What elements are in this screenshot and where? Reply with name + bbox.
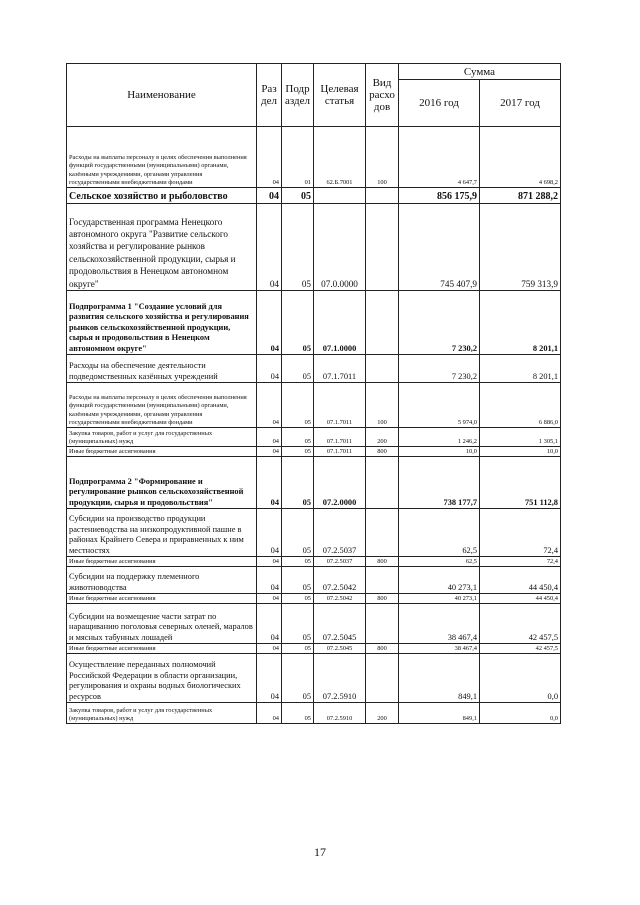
row-name: Субсидии на поддержку племенного животноводства <box>67 567 257 594</box>
row-2017: 44 450,4 <box>480 594 561 604</box>
table-row <box>67 594 561 604</box>
row-2016: 7 230,2 <box>399 355 480 383</box>
row-2017: 72,4 <box>480 509 561 557</box>
row-name: Подпрограмма 2 "Формирование и регулирование рынков сельскохозяйственной продукции, сырья и продовольствия" <box>67 457 257 509</box>
row-target: 07.1.7011 <box>314 447 366 457</box>
table-row <box>67 509 561 557</box>
row-section: 04 <box>257 557 282 567</box>
row-section: 04 <box>257 509 282 557</box>
table-row <box>67 557 561 567</box>
header-2016: 2016 год <box>399 80 480 127</box>
row-target: 07.2.5045 <box>314 644 366 654</box>
page-number: 17 <box>314 845 326 859</box>
row-type <box>366 604 399 644</box>
row-subsection: 05 <box>282 355 314 383</box>
row-name: Подпрограмма 1 "Создание условий для развития сельского хозяйства и регулирования рынков сельскохозяйственной продукции, сырья и продовольствия в Ненецком автономном округе" <box>67 291 257 355</box>
header-sum: Сумма <box>399 64 561 80</box>
row-2017: 1 305,1 <box>480 428 561 447</box>
row-target: 07.2.5045 <box>314 604 366 644</box>
row-type: 800 <box>366 644 399 654</box>
row-type: 800 <box>366 557 399 567</box>
row-2017: 42 457,5 <box>480 644 561 654</box>
row-2016: 62,5 <box>399 509 480 557</box>
row-section: 04 <box>257 594 282 604</box>
row-section: 04 <box>257 447 282 457</box>
row-section: 04 <box>257 291 282 355</box>
row-2017: 10,0 <box>480 447 561 457</box>
header-name: Наименование <box>67 64 257 127</box>
row-2016: 4 647,7 <box>399 127 480 188</box>
row-2016: 738 177,7 <box>399 457 480 509</box>
row-name: Осуществление переданных полномочий Российской Федерации в области организации, регулирования и охраны водных биологических ресурсов <box>67 654 257 703</box>
row-type: 100 <box>366 383 399 428</box>
row-name: Субсидии на возмещение части затрат по наращиванию поголовья северных оленей, маралов и мясных табунных лошадей <box>67 604 257 644</box>
row-2017: 42 457,5 <box>480 604 561 644</box>
row-section: 04 <box>257 355 282 383</box>
row-subsection: 05 <box>282 447 314 457</box>
row-2017: 4 698,2 <box>480 127 561 188</box>
row-section: 04 <box>257 644 282 654</box>
row-2016: 1 246,2 <box>399 428 480 447</box>
row-2017: 751 112,8 <box>480 457 561 509</box>
row-type <box>366 204 399 291</box>
row-2016: 38 467,4 <box>399 604 480 644</box>
row-2017: 44 450,4 <box>480 567 561 594</box>
row-section: 04 <box>257 457 282 509</box>
row-2017: 8 201,1 <box>480 291 561 355</box>
row-name: Иные бюджетные ассигнования <box>67 447 257 457</box>
row-section: 04 <box>257 654 282 703</box>
row-section: 04 <box>257 383 282 428</box>
row-2017: 0,0 <box>480 703 561 724</box>
row-target: 07.2.0000 <box>314 457 366 509</box>
row-2016: 62,5 <box>399 557 480 567</box>
row-target: 07.2.5910 <box>314 703 366 724</box>
budget-table <box>66 63 561 724</box>
row-target: 07.2.5042 <box>314 594 366 604</box>
row-subsection: 05 <box>282 644 314 654</box>
row-section: 04 <box>257 127 282 188</box>
table-row <box>67 355 561 383</box>
row-name: Иные бюджетные ассигнования <box>67 594 257 604</box>
row-subsection: 05 <box>282 557 314 567</box>
row-2016: 40 273,1 <box>399 594 480 604</box>
table-row <box>67 447 561 457</box>
header-target: Целевая статья <box>314 64 366 127</box>
table-row <box>67 204 561 291</box>
row-2016: 10,0 <box>399 447 480 457</box>
header-subsection: Подр аздел <box>282 64 314 127</box>
row-type <box>366 654 399 703</box>
row-subsection: 05 <box>282 428 314 447</box>
row-2017: 759 313,9 <box>480 204 561 291</box>
row-target: 07.2.5037 <box>314 557 366 567</box>
table-row <box>67 383 561 428</box>
row-subsection: 01 <box>282 127 314 188</box>
row-type <box>366 509 399 557</box>
row-type <box>366 567 399 594</box>
row-subsection: 05 <box>282 457 314 509</box>
row-2016: 40 273,1 <box>399 567 480 594</box>
row-target: 07.2.5037 <box>314 509 366 557</box>
row-2016: 849,1 <box>399 703 480 724</box>
row-2016: 38 467,4 <box>399 644 480 654</box>
table-row <box>67 457 561 509</box>
row-2017: 0,0 <box>480 654 561 703</box>
row-subsection: 05 <box>282 703 314 724</box>
row-name: Расходы на обеспечение деятельности подведомственных казённых учреждений <box>67 355 257 383</box>
header-type: Вид расхо дов <box>366 64 399 127</box>
row-subsection: 05 <box>282 204 314 291</box>
header-section: Раз дел <box>257 64 282 127</box>
row-name: Иные бюджетные ассигнования <box>67 557 257 567</box>
row-subsection: 05 <box>282 383 314 428</box>
row-type <box>366 291 399 355</box>
row-subsection: 05 <box>282 188 314 204</box>
row-target: 62.Б.7001 <box>314 127 366 188</box>
row-section: 04 <box>257 428 282 447</box>
row-type <box>366 457 399 509</box>
table-row <box>67 188 561 204</box>
row-target: 07.0.0000 <box>314 204 366 291</box>
row-target: 07.1.7011 <box>314 428 366 447</box>
table-row <box>67 654 561 703</box>
row-name: Расходы на выплаты персоналу в целях обеспечения выполнения функций государственными (муниципальными) органами, казёнными учреждениями, органами управления государственными внебюджетными фондами <box>67 127 257 188</box>
row-name: Сельское хозяйство и рыболовство <box>67 188 257 204</box>
row-type: 200 <box>366 428 399 447</box>
table-row <box>67 604 561 644</box>
row-subsection: 05 <box>282 567 314 594</box>
row-2016: 745 407,9 <box>399 204 480 291</box>
row-name: Государственная программа Ненецкого автономного округа "Развитие сельского хозяйства и регулирование рынков сельскохозяйственной продукции, сырья и продовольствия в Ненецком автономном округе" <box>67 204 257 291</box>
row-target: 07.2.5910 <box>314 654 366 703</box>
row-2016: 5 974,0 <box>399 383 480 428</box>
row-type <box>366 355 399 383</box>
row-2016: 856 175,9 <box>399 188 480 204</box>
row-2017: 871 288,2 <box>480 188 561 204</box>
table-row <box>67 127 561 188</box>
row-name: Закупка товаров, работ и услуг для государственных (муниципальных) нужд <box>67 703 257 724</box>
row-subsection: 05 <box>282 654 314 703</box>
row-type: 200 <box>366 703 399 724</box>
row-name: Субсидии на производство продукции растениеводства на низкопродуктивной пашне в районах Крайнего Севера и приравненных к ним местностях <box>67 509 257 557</box>
table-row <box>67 428 561 447</box>
table-row <box>67 567 561 594</box>
row-2017: 8 201,1 <box>480 355 561 383</box>
row-type <box>366 188 399 204</box>
row-subsection: 05 <box>282 291 314 355</box>
row-target: 07.1.7011 <box>314 355 366 383</box>
row-2016: 849,1 <box>399 654 480 703</box>
row-type: 800 <box>366 447 399 457</box>
row-name: Иные бюджетные ассигнования <box>67 644 257 654</box>
row-target: 07.2.5042 <box>314 567 366 594</box>
row-name: Расходы на выплаты персоналу в целях обеспечения выполнения функций государственными (муниципальными) органами, казёнными учреждениями, органами управления государственными внебюджетными фондами <box>67 383 257 428</box>
row-target: 07.1.0000 <box>314 291 366 355</box>
row-name: Закупка товаров, работ и услуг для государственных (муниципальных) нужд <box>67 428 257 447</box>
row-section: 04 <box>257 567 282 594</box>
row-2017: 6 886,0 <box>480 383 561 428</box>
row-type: 100 <box>366 127 399 188</box>
table-row <box>67 703 561 724</box>
row-section: 04 <box>257 188 282 204</box>
header-2017: 2017 год <box>480 80 561 127</box>
row-subsection: 05 <box>282 604 314 644</box>
row-target: 07.1.7011 <box>314 383 366 428</box>
row-2017: 72,4 <box>480 557 561 567</box>
row-target <box>314 188 366 204</box>
row-section: 04 <box>257 604 282 644</box>
table-row <box>67 291 561 355</box>
row-section: 04 <box>257 204 282 291</box>
table-row <box>67 644 561 654</box>
row-section: 04 <box>257 703 282 724</box>
row-2016: 7 230,2 <box>399 291 480 355</box>
row-subsection: 05 <box>282 509 314 557</box>
row-type: 800 <box>366 594 399 604</box>
row-subsection: 05 <box>282 594 314 604</box>
